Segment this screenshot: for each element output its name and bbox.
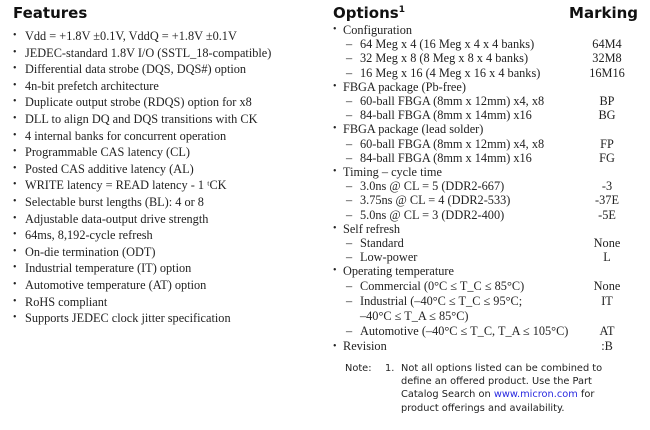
feature-item: • RoHS compliant: [13, 294, 323, 311]
option-row: [333, 324, 638, 339]
option-marking: 16M16: [589, 65, 625, 80]
option-row: [333, 23, 638, 37]
option-row: [333, 309, 638, 324]
option-label: – Industrial (–40°C ≤ T_C ≤ 95°C;: [333, 294, 522, 309]
feature-item: • Duplicate output strobe (RDQS) option for x8: [13, 94, 323, 111]
feature-item: • Vdd = +1.8V ±0.1V, VddQ = +1.8V ±0.1V: [13, 28, 323, 45]
option-label: – 60-ball FBGA (8mm x 12mm) x4, x8: [333, 94, 544, 108]
micron-link[interactable]: www.micron.com: [493, 389, 578, 401]
feature-item: • 4 internal banks for concurrent operation: [13, 128, 323, 145]
option-label: – Low-power: [333, 250, 417, 264]
options-table: [333, 23, 638, 354]
feature-item: • 4n-bit prefetch architecture: [13, 78, 323, 95]
features-section: [13, 4, 323, 327]
option-row: [333, 208, 638, 222]
option-row: [333, 193, 638, 207]
option-label: –40°C ≤ T_A ≤ 85°C): [360, 308, 469, 323]
option-row: [333, 339, 638, 354]
option-label: • Self refresh: [333, 222, 400, 236]
option-row: [333, 264, 638, 278]
option-row: [333, 294, 638, 309]
option-label: • Operating temperature: [333, 264, 454, 278]
option-label: – 5.0ns @ CL = 3 (DDR2-400): [333, 208, 504, 222]
option-row: [333, 179, 638, 193]
option-label: – 64 Meg x 4 (16 Meg x 4 x 4 banks): [333, 37, 534, 51]
option-marking: -37E: [595, 193, 619, 208]
option-label: – 84-ball FBGA (8mm x 14mm) x16: [333, 108, 532, 122]
option-marking: FG: [599, 150, 615, 165]
option-label: – 3.75ns @ CL = 4 (DDR2-533): [333, 193, 510, 207]
feature-item: • WRITE latency = READ latency - 1 ᵗCK: [13, 177, 323, 194]
option-row: [333, 80, 638, 94]
features-list: [13, 28, 323, 327]
option-marking: -3: [601, 179, 613, 194]
option-marking: :B: [601, 338, 613, 353]
option-label: – 60-ball FBGA (8mm x 12mm) x4, x8: [333, 137, 544, 151]
option-row: [333, 51, 638, 65]
option-row: [333, 279, 638, 294]
option-marking: 32M8: [592, 51, 622, 66]
option-row: [333, 222, 638, 236]
feature-item: • Automotive temperature (AT) option: [13, 277, 323, 294]
option-marking: [576, 23, 638, 37]
feature-item: • Supports JEDEC clock jitter specification: [13, 310, 323, 327]
option-label: – 3.0ns @ CL = 5 (DDR2-667): [333, 179, 504, 193]
option-label: • FBGA package (lead solder): [333, 122, 483, 136]
marking-title: Marking: [569, 4, 638, 22]
option-marking: IT: [601, 293, 613, 308]
option-row: [333, 236, 638, 250]
option-label: – 84-ball FBGA (8mm x 14mm) x16: [333, 151, 532, 165]
option-marking: None: [593, 278, 621, 293]
feature-item: • Programmable CAS latency (CL): [13, 144, 323, 161]
options-title-text: Options: [333, 4, 399, 22]
options-title: [333, 4, 405, 23]
option-row: [333, 94, 638, 108]
feature-item: • Industrial temperature (IT) option: [13, 260, 323, 277]
option-row: [333, 122, 638, 136]
option-label: • Configuration: [333, 23, 412, 37]
option-label: • FBGA package (Pb-free): [333, 80, 466, 94]
option-label: – Commercial (0°C ≤ T_C ≤ 85°C): [333, 279, 524, 294]
note-label: Note:: [345, 362, 372, 374]
option-marking: AT: [599, 323, 615, 338]
option-marking: [576, 165, 638, 179]
option-row: [333, 37, 638, 51]
note-text-after: for product offerings and availability.: [401, 389, 595, 414]
option-label: • Timing – cycle time: [333, 165, 442, 179]
option-marking: None: [593, 236, 621, 251]
note-number: 1.: [385, 362, 395, 374]
option-marking: 64M4: [592, 37, 622, 52]
feature-item: • 64ms, 8,192-cycle refresh: [13, 227, 323, 244]
footnote: [345, 362, 638, 415]
feature-item: • JEDEC-standard 1.8V I/O (SSTL_18-compatible): [13, 45, 323, 62]
note-text-before: Not all options listed can be combined to define an offered product. Use the Part Catalog Search on: [401, 362, 603, 401]
note-text: [401, 362, 631, 415]
feature-item: • Adjustable data-output drive strength: [13, 211, 323, 228]
option-label: – 32 Meg x 8 (8 Meg x 8 x 4 banks): [333, 51, 528, 65]
feature-item: • DLL to align DQ and DQS transitions with CK: [13, 111, 323, 128]
option-marking: BG: [598, 108, 616, 123]
feature-item: • Selectable burst lengths (BL): 4 or 8: [13, 194, 323, 211]
option-row: [333, 151, 638, 165]
option-row: [333, 165, 638, 179]
option-marking: L: [603, 250, 611, 265]
footnote-ref: 1: [398, 5, 405, 15]
option-label: – Standard: [333, 236, 404, 250]
option-marking: [576, 222, 638, 236]
option-row: [333, 66, 638, 80]
feature-item: • On-die termination (ODT): [13, 244, 323, 261]
feature-item: • Differential data strobe (DQS, DQS#) option: [13, 61, 323, 78]
option-label: – Automotive (–40°C ≤ T_C, T_A ≤ 105°C): [333, 324, 568, 339]
option-row: [333, 250, 638, 264]
features-title: Features: [13, 4, 88, 22]
option-marking: BP: [599, 94, 615, 109]
option-marking: [576, 309, 638, 324]
feature-item: • Posted CAS additive latency (AL): [13, 161, 323, 178]
option-label: – 16 Meg x 16 (4 Meg x 16 x 4 banks): [333, 66, 540, 80]
option-marking: [576, 80, 638, 94]
option-marking: [576, 122, 638, 136]
option-row: [333, 108, 638, 122]
option-marking: [576, 264, 638, 278]
option-row: [333, 137, 638, 151]
option-marking: FP: [600, 136, 614, 151]
options-section: [333, 4, 638, 415]
option-marking: -5E: [598, 207, 616, 222]
option-label: • Revision: [333, 339, 387, 354]
